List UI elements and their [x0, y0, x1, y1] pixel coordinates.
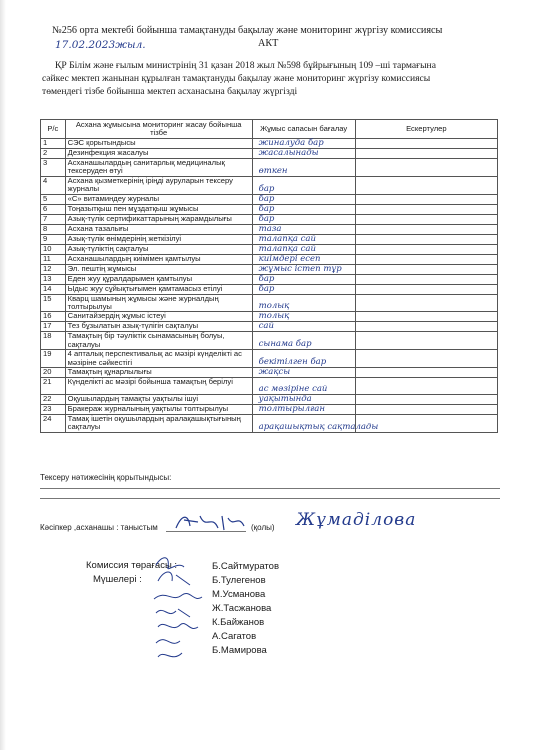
row-note: [355, 176, 497, 194]
members-label: Мүшелері :: [93, 574, 142, 585]
table-row: [41, 395, 498, 405]
row-note: [355, 274, 497, 284]
row-evaluation-cell: [252, 204, 355, 214]
table-row: [41, 194, 498, 204]
table-row: [41, 159, 498, 177]
row-criterion: Азық-түлік өнімдерінің жеткізілуі: [65, 234, 252, 244]
row-number: 24: [41, 415, 66, 433]
row-note: [355, 204, 497, 214]
row-number: 5: [41, 194, 66, 204]
row-number: 3: [41, 159, 66, 177]
row-number: 4: [41, 176, 66, 194]
row-number: 2: [41, 149, 66, 159]
row-evaluation-cell: [252, 284, 355, 294]
row-number: 14: [41, 284, 66, 294]
row-criterion: Ыдыс жуу сұйықтығымен қамтамасыз етілуі: [65, 284, 252, 294]
row-criterion: Азық-түлік сертификаттарының жарамдылығы: [65, 214, 252, 224]
row-number: 18: [41, 332, 66, 350]
row-note: [355, 294, 497, 312]
row-evaluation-handwritten: бар: [258, 213, 275, 224]
row-evaluation-handwritten: сынама бар: [258, 339, 312, 350]
row-criterion: Тез бұзылатын азық-түлігін сақталуы: [65, 322, 252, 332]
commission-member-name: М.Усманова: [212, 589, 266, 600]
row-criterion: Бракераж журналының уақтылы толтырылуы: [65, 405, 252, 415]
table-row: [41, 332, 498, 350]
row-evaluation-handwritten: бар: [258, 283, 275, 294]
row-note: [355, 214, 497, 224]
row-evaluation-handwritten: бекітілген бар: [258, 357, 327, 368]
table-row: [41, 204, 498, 214]
row-number: 16: [41, 312, 66, 322]
table-row: [41, 224, 498, 234]
row-evaluation-cell: [252, 149, 355, 159]
row-number: 13: [41, 274, 66, 284]
row-evaluation-handwritten: жұмыс істеп тұр: [258, 263, 342, 274]
row-note: [355, 159, 497, 177]
row-criterion: Тамақ ішетін оқушылардың аралақашықтығының сақталуы: [65, 415, 252, 433]
col-header-note: Ескертулер: [355, 120, 497, 139]
row-evaluation-handwritten: өткен: [258, 165, 288, 176]
row-number: 21: [41, 378, 66, 395]
commission-member-name: Ж.Тасжанова: [212, 603, 272, 614]
row-note: [355, 395, 497, 405]
row-evaluation-cell: [252, 139, 355, 149]
intro-line-3: төмендегі тізбе бойынша мектеп асханасына бақылау жүргізді: [42, 86, 298, 97]
row-evaluation-cell: [252, 312, 355, 322]
row-evaluation-handwritten: сай: [258, 321, 274, 332]
col-header-eval: Жұмыс сапасын бағалау: [252, 120, 355, 139]
row-number: 8: [41, 224, 66, 234]
row-number: 19: [41, 350, 66, 368]
row-criterion: Тамақтың құнарлылығы: [65, 368, 252, 378]
row-evaluation-handwritten: бар: [258, 193, 275, 204]
row-number: 17: [41, 322, 66, 332]
row-number: 11: [41, 254, 66, 264]
row-criterion: Еден жуу құралдарымен қамтылуы: [65, 274, 252, 284]
row-evaluation-handwritten: бар: [258, 273, 275, 284]
row-evaluation-cell: [252, 214, 355, 224]
row-evaluation-handwritten: жасалынады: [258, 148, 319, 158]
row-evaluation-cell: [252, 294, 355, 312]
row-note: [355, 312, 497, 322]
row-note: [355, 254, 497, 264]
row-note: [355, 149, 497, 159]
row-evaluation-cell: [252, 350, 355, 368]
row-evaluation-handwritten: таза: [258, 223, 282, 234]
table-row: [41, 254, 498, 264]
row-number: 12: [41, 264, 66, 274]
row-evaluation-cell: [252, 322, 355, 332]
table-row: [41, 294, 498, 312]
row-note: [355, 350, 497, 368]
row-evaluation-handwritten: ас мәзіріне сай: [258, 384, 328, 395]
row-number: 9: [41, 234, 66, 244]
commission-member-name: Б.Мамирова: [212, 645, 267, 656]
contractor-label: Кәсіпкер ,асханашы : таныстым: [40, 523, 158, 532]
commission-member-name: Б.Тулегенов: [212, 575, 266, 586]
row-note: [355, 332, 497, 350]
commission-member-name: К.Байжанов: [212, 617, 265, 628]
monitoring-table: [40, 119, 498, 433]
row-evaluation-cell: [252, 332, 355, 350]
table-row: [41, 405, 498, 415]
summary-label: Тексеру нәтижесінің қорытындысы:: [40, 473, 172, 482]
row-evaluation-handwritten: талапқа сай: [258, 233, 316, 244]
table-row: [41, 415, 498, 433]
row-evaluation-handwritten: талапқа сай: [258, 243, 316, 254]
row-evaluation-cell: [252, 368, 355, 378]
row-evaluation-handwritten: толтырылған: [258, 404, 325, 415]
row-criterion: Санитайзердің жұмыс істеуі: [65, 312, 252, 322]
table-row: [41, 378, 498, 395]
signature-line: [166, 531, 246, 532]
row-note: [355, 194, 497, 204]
col-header-name: Асхана жұмысына мониторинг жасау бойынша тізбе: [65, 120, 252, 139]
row-evaluation-handwritten: арақашықтық сақталады: [258, 421, 379, 432]
row-evaluation-cell: [252, 274, 355, 284]
row-evaluation-cell: [252, 234, 355, 244]
summary-line: [40, 498, 500, 499]
table-row: [41, 244, 498, 254]
handwritten-date: 17.02.2023жыл.: [55, 39, 146, 51]
commission-member-name: А.Сагатов: [212, 631, 257, 642]
col-header-num: Р/с: [41, 120, 66, 139]
row-evaluation-handwritten: толық: [258, 301, 290, 312]
row-note: [355, 224, 497, 234]
row-evaluation-cell: [252, 244, 355, 254]
act-label: АКТ: [258, 38, 279, 49]
row-criterion: Асхана қызметкерінің іріңді ауруларын тексеру журналы: [65, 176, 252, 194]
row-criterion: Тоңазытқыш пен мұздатқыш жұмысы: [65, 204, 252, 214]
row-evaluation-handwritten: жиналуда бар: [258, 138, 324, 148]
table-row: [41, 322, 498, 332]
row-evaluation-cell: [252, 395, 355, 405]
row-criterion: Асханашылардың киімімен қамтылуы: [65, 254, 252, 264]
chair-label: Комиссия төрағасы :: [86, 560, 178, 571]
row-evaluation-cell: [252, 194, 355, 204]
row-number: 1: [41, 139, 66, 149]
row-evaluation-cell: [252, 159, 355, 177]
document-title: №256 орта мектебі бойынша тамақтануды бақылау және мониторинг жүргізу комиссиясы: [52, 25, 443, 36]
row-note: [355, 322, 497, 332]
row-criterion: Оқушылардың тамақты уақтылы ішуі: [65, 395, 252, 405]
row-evaluation-cell: [252, 264, 355, 274]
row-note: [355, 368, 497, 378]
row-note: [355, 378, 497, 395]
row-criterion: «С» витаминдеу журналы: [65, 194, 252, 204]
row-criterion: Кварц шамының жұмысы және журналдың толтырылуы: [65, 294, 252, 312]
row-evaluation-handwritten: уақытында: [258, 394, 312, 405]
row-note: [355, 284, 497, 294]
table-row: [41, 264, 498, 274]
table-row: [41, 139, 498, 149]
row-criterion: Эл. пештің жұмысы: [65, 264, 252, 274]
row-number: 10: [41, 244, 66, 254]
row-evaluation-handwritten: толық: [258, 311, 290, 322]
row-criterion: Азық-түліктің сақталуы: [65, 244, 252, 254]
table-row: [41, 284, 498, 294]
commission-member-name: Б.Сайтмуратов: [212, 561, 279, 572]
row-note: [355, 405, 497, 415]
row-evaluation-cell: [252, 415, 379, 433]
signature-note: (қолы): [251, 523, 275, 532]
table-row: [41, 149, 498, 159]
row-number: 20: [41, 368, 66, 378]
row-criterion: 4 апталық перспективалық ас мәзірі күнделікті ас мәзіріне сәйкестігі: [65, 350, 252, 368]
row-evaluation-cell: [252, 254, 355, 264]
intro-line-1: ҚР Білім және ғылым министрінің 31 қазан 2018 жыл №598 бұйрығының 109 –шi тармағына: [55, 60, 436, 71]
row-evaluation-handwritten: жақсы: [258, 367, 291, 378]
table-row: [41, 350, 498, 368]
row-criterion: Асхана тазалығы: [65, 224, 252, 234]
row-criterion: Күнделікті ас мәзірі бойынша тамақтың берілуі: [65, 378, 252, 395]
row-number: 23: [41, 405, 66, 415]
intro-line-2: сәйкес мектеп жанынан құрылған тамақтануды бақылау және мониторинг жүргізу комиссиясы: [42, 73, 431, 84]
row-note: [355, 244, 497, 254]
summary-line: [40, 488, 500, 489]
row-evaluation-handwritten: бар: [258, 183, 275, 194]
row-criterion: Асханашылардың санитарлық медициналық тексеруден өтуі: [65, 159, 252, 177]
row-number: 22: [41, 395, 66, 405]
table-row: [41, 274, 498, 284]
row-note: [355, 234, 497, 244]
row-note: [355, 264, 497, 274]
row-evaluation-handwritten: бар: [258, 203, 275, 214]
scan-shadow: [0, 0, 6, 750]
table-row: [41, 214, 498, 224]
row-number: 7: [41, 214, 66, 224]
row-evaluation-handwritten: киімдері есеп: [258, 253, 321, 264]
table-row: [41, 234, 498, 244]
contractor-handwritten-name: Жұмаділова: [296, 510, 417, 530]
row-criterion: Дезинфекция жасалуы: [65, 149, 252, 159]
row-evaluation-cell: [252, 378, 355, 395]
table-row: [41, 368, 498, 378]
table-row: [41, 176, 498, 194]
row-evaluation-cell: [252, 224, 355, 234]
commission-signatures: [150, 555, 210, 665]
row-note: [355, 139, 497, 149]
row-criterion: СЭС қорытындысы: [65, 139, 252, 149]
row-evaluation-cell: [252, 176, 355, 194]
row-evaluation-cell: [252, 405, 355, 415]
row-number: 6: [41, 204, 66, 214]
row-number: 15: [41, 294, 66, 312]
table-row: [41, 312, 498, 322]
row-criterion: Тамақтың бір тәуліктік сынамасының болуы, сақталуы: [65, 332, 252, 350]
